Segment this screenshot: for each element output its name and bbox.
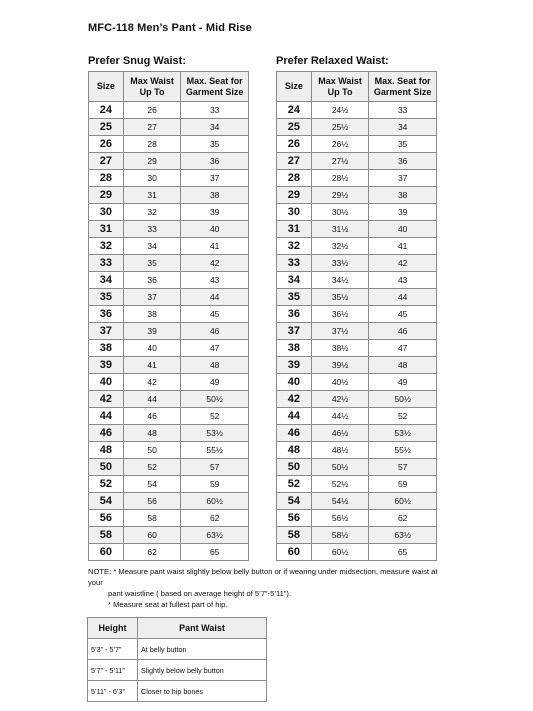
max-waist-cell: 30½ [311, 204, 369, 221]
max-seat-cell: 60½ [369, 493, 437, 510]
max-waist-cell: 34 [123, 238, 181, 255]
max-seat-cell: 44 [369, 289, 437, 306]
max-seat-cell: 55½ [369, 442, 437, 459]
max-waist-cell: 33½ [311, 255, 369, 272]
size-cell: 52 [277, 476, 312, 493]
max-waist-cell: 30 [123, 170, 181, 187]
size-cell: 38 [277, 340, 312, 357]
max-waist-cell: 37 [123, 289, 181, 306]
max-waist-cell: 25½ [311, 119, 369, 136]
table-row [277, 289, 437, 306]
max-seat-cell: 53½ [181, 425, 249, 442]
size-cell: 35 [277, 289, 312, 306]
table-row [89, 255, 249, 272]
max-waist-cell: 62 [123, 544, 181, 561]
max-waist-cell: 29½ [311, 187, 369, 204]
max-waist-cell: 46½ [311, 425, 369, 442]
table-row [89, 527, 249, 544]
size-cell: 48 [89, 442, 124, 459]
table-row [277, 102, 437, 119]
max-seat-cell: 41 [369, 238, 437, 255]
max-waist-cell: 39½ [311, 357, 369, 374]
max-seat-cell: 46 [369, 323, 437, 340]
max-waist-cell: 26½ [311, 136, 369, 153]
max-waist-cell: 50 [123, 442, 181, 459]
table-row [277, 204, 437, 221]
max-waist-cell: 38 [123, 306, 181, 323]
max-seat-cell: 49 [181, 374, 249, 391]
table-row [277, 238, 437, 255]
table-row [89, 221, 249, 238]
size-cell: 50 [277, 459, 312, 476]
size-cell: 27 [277, 153, 312, 170]
max-seat-cell: 65 [369, 544, 437, 561]
size-cell: 28 [277, 170, 312, 187]
max-seat-cell: 35 [181, 136, 249, 153]
max-seat-cell: 50½ [181, 391, 249, 408]
max-seat-cell: 33 [369, 102, 437, 119]
size-cell: 40 [277, 374, 312, 391]
size-cell: 48 [277, 442, 312, 459]
table-row [89, 425, 249, 442]
table-row [277, 272, 437, 289]
table-row [277, 255, 437, 272]
height-cell: 5’7” - 5’11” [88, 660, 138, 681]
max-seat-cell: 57 [181, 459, 249, 476]
table-row [277, 476, 437, 493]
max-seat-cell: 40 [181, 221, 249, 238]
table-row [277, 119, 437, 136]
table-row [89, 153, 249, 170]
max-waist-cell: 58 [123, 510, 181, 527]
size-cell: 44 [89, 408, 124, 425]
size-cell: 35 [89, 289, 124, 306]
max-waist-cell: 54½ [311, 493, 369, 510]
size-cell: 33 [277, 255, 312, 272]
size-cell: 42 [277, 391, 312, 408]
max-seat-cell: 47 [181, 340, 249, 357]
max-seat-cell: 39 [181, 204, 249, 221]
max-waist-cell: 31 [123, 187, 181, 204]
max-seat-cell: 44 [181, 289, 249, 306]
max-waist-cell: 24½ [311, 102, 369, 119]
measurement-note [88, 566, 438, 610]
max-waist-cell: 35 [123, 255, 181, 272]
size-cell: 56 [277, 510, 312, 527]
size-cell: 36 [277, 306, 312, 323]
pant-waist-cell: Closer to hip bones [138, 681, 267, 702]
table-row [89, 408, 249, 425]
table-row [88, 681, 267, 702]
size-cell: 30 [89, 204, 124, 221]
max-seat-cell: 63½ [369, 527, 437, 544]
table-row [277, 153, 437, 170]
max-waist-cell: 35½ [311, 289, 369, 306]
table-row [277, 442, 437, 459]
size-cell: 37 [277, 323, 312, 340]
max-seat-cell: 62 [181, 510, 249, 527]
table-header-row [277, 72, 437, 102]
max-seat-cell: 45 [181, 306, 249, 323]
table-row [277, 306, 437, 323]
table-row [277, 493, 437, 510]
max-waist-cell: 54 [123, 476, 181, 493]
size-cell: 31 [89, 221, 124, 238]
size-cell: 24 [277, 102, 312, 119]
max-seat-cell: 59 [181, 476, 249, 493]
max-waist-cell: 52½ [311, 476, 369, 493]
table-row [277, 340, 437, 357]
table-row [88, 660, 267, 681]
size-cell: 25 [89, 119, 124, 136]
table-row [88, 639, 267, 660]
max-waist-cell: 41 [123, 357, 181, 374]
max-waist-cell: 60 [123, 527, 181, 544]
size-cell: 29 [89, 187, 124, 204]
size-cell: 52 [89, 476, 124, 493]
max-seat-cell: 34 [369, 119, 437, 136]
table-header-row [88, 618, 267, 639]
table-row [89, 374, 249, 391]
max-seat-cell: 57 [369, 459, 437, 476]
max-waist-cell: 27½ [311, 153, 369, 170]
size-cell: 28 [89, 170, 124, 187]
header-max-waist: Max Waist Up To [311, 72, 369, 102]
size-cell: 42 [89, 391, 124, 408]
max-waist-cell: 28½ [311, 170, 369, 187]
height-waist-table [87, 617, 267, 702]
table-row [89, 510, 249, 527]
size-cell: 46 [89, 425, 124, 442]
table-row [89, 289, 249, 306]
pant-waist-cell: At belly button [138, 639, 267, 660]
table-row [277, 323, 437, 340]
max-waist-cell: 42 [123, 374, 181, 391]
max-seat-cell: 59 [369, 476, 437, 493]
max-waist-cell: 38½ [311, 340, 369, 357]
max-seat-cell: 37 [369, 170, 437, 187]
size-cell: 34 [277, 272, 312, 289]
table-row [89, 391, 249, 408]
table-row [89, 340, 249, 357]
size-cell: 25 [277, 119, 312, 136]
table-row [89, 119, 249, 136]
size-cell: 29 [277, 187, 312, 204]
max-seat-cell: 43 [181, 272, 249, 289]
table-row [277, 357, 437, 374]
table-header-row [89, 72, 249, 102]
max-waist-cell: 33 [123, 221, 181, 238]
table-row [277, 391, 437, 408]
header-height: Height [88, 618, 138, 639]
size-cell: 34 [89, 272, 124, 289]
table-row [89, 238, 249, 255]
max-seat-cell: 38 [181, 187, 249, 204]
size-cell: 24 [89, 102, 124, 119]
max-waist-cell: 29 [123, 153, 181, 170]
max-waist-cell: 50½ [311, 459, 369, 476]
max-waist-cell: 44 [123, 391, 181, 408]
size-cell: 30 [277, 204, 312, 221]
max-seat-cell: 45 [369, 306, 437, 323]
table-row [89, 136, 249, 153]
max-seat-cell: 49 [369, 374, 437, 391]
table-row [277, 527, 437, 544]
max-waist-cell: 52 [123, 459, 181, 476]
table-row [89, 442, 249, 459]
max-waist-cell: 56 [123, 493, 181, 510]
header-size: Size [89, 72, 124, 102]
max-waist-cell: 36½ [311, 306, 369, 323]
pant-waist-cell: Slightly below belly button [138, 660, 267, 681]
size-cell: 44 [277, 408, 312, 425]
max-waist-cell: 42½ [311, 391, 369, 408]
max-seat-cell: 60½ [181, 493, 249, 510]
size-cell: 60 [89, 544, 124, 561]
table-row [89, 102, 249, 119]
table-row [277, 187, 437, 204]
size-cell: 32 [89, 238, 124, 255]
max-waist-cell: 26 [123, 102, 181, 119]
header-max-seat: Max. Seat for Garment Size [369, 72, 437, 102]
header-max-waist: Max Waist Up To [123, 72, 181, 102]
table-row [89, 272, 249, 289]
max-seat-cell: 48 [181, 357, 249, 374]
height-cell: 5’11” - 6’3” [88, 681, 138, 702]
max-waist-cell: 40½ [311, 374, 369, 391]
max-waist-cell: 46 [123, 408, 181, 425]
size-cell: 38 [89, 340, 124, 357]
max-seat-cell: 35 [369, 136, 437, 153]
size-cell: 60 [277, 544, 312, 561]
table-row [89, 544, 249, 561]
header-pant-waist: Pant Waist [138, 618, 267, 639]
max-waist-cell: 40 [123, 340, 181, 357]
size-cell: 46 [277, 425, 312, 442]
size-cell: 32 [277, 238, 312, 255]
max-waist-cell: 58½ [311, 527, 369, 544]
max-seat-cell: 48 [369, 357, 437, 374]
table-row [277, 544, 437, 561]
size-cell: 36 [89, 306, 124, 323]
table-row [277, 221, 437, 238]
table-row [277, 510, 437, 527]
table-row [277, 459, 437, 476]
max-waist-cell: 27 [123, 119, 181, 136]
snug-heading: Prefer Snug Waist: [88, 55, 186, 67]
table-row [277, 425, 437, 442]
size-cell: 31 [277, 221, 312, 238]
max-waist-cell: 39 [123, 323, 181, 340]
size-cell: 27 [89, 153, 124, 170]
max-waist-cell: 37½ [311, 323, 369, 340]
height-cell: 5’3” - 5’7” [88, 639, 138, 660]
max-seat-cell: 46 [181, 323, 249, 340]
max-seat-cell: 62 [369, 510, 437, 527]
size-cell: 39 [277, 357, 312, 374]
max-seat-cell: 39 [369, 204, 437, 221]
size-cell: 33 [89, 255, 124, 272]
size-cell: 58 [277, 527, 312, 544]
max-waist-cell: 56½ [311, 510, 369, 527]
table-row [277, 170, 437, 187]
table-row [89, 459, 249, 476]
table-row [277, 136, 437, 153]
max-waist-cell: 44½ [311, 408, 369, 425]
snug-size-table [88, 71, 249, 561]
relaxed-heading: Prefer Relaxed Waist: [276, 55, 389, 67]
table-row [89, 323, 249, 340]
max-seat-cell: 38 [369, 187, 437, 204]
table-row [89, 357, 249, 374]
table-row [277, 374, 437, 391]
size-cell: 39 [89, 357, 124, 374]
note-line-2: pant waistline ( based on average height of 5’7”-5’11”). [108, 589, 292, 598]
relaxed-size-table [276, 71, 437, 561]
size-cell: 56 [89, 510, 124, 527]
max-waist-cell: 48½ [311, 442, 369, 459]
max-seat-cell: 40 [369, 221, 437, 238]
max-seat-cell: 47 [369, 340, 437, 357]
max-seat-cell: 43 [369, 272, 437, 289]
max-seat-cell: 63½ [181, 527, 249, 544]
header-size: Size [277, 72, 312, 102]
max-waist-cell: 36 [123, 272, 181, 289]
max-waist-cell: 32 [123, 204, 181, 221]
max-seat-cell: 34 [181, 119, 249, 136]
max-waist-cell: 48 [123, 425, 181, 442]
size-cell: 40 [89, 374, 124, 391]
max-seat-cell: 37 [181, 170, 249, 187]
max-seat-cell: 42 [181, 255, 249, 272]
size-cell: 54 [89, 493, 124, 510]
max-seat-cell: 42 [369, 255, 437, 272]
max-seat-cell: 65 [181, 544, 249, 561]
max-seat-cell: 53½ [369, 425, 437, 442]
table-row [277, 408, 437, 425]
max-seat-cell: 33 [181, 102, 249, 119]
table-row [89, 493, 249, 510]
max-seat-cell: 36 [369, 153, 437, 170]
max-waist-cell: 28 [123, 136, 181, 153]
max-seat-cell: 55½ [181, 442, 249, 459]
header-max-seat: Max. Seat for Garment Size [181, 72, 249, 102]
size-cell: 26 [277, 136, 312, 153]
max-waist-cell: 32½ [311, 238, 369, 255]
size-cell: 26 [89, 136, 124, 153]
table-row [89, 306, 249, 323]
table-row [89, 187, 249, 204]
max-seat-cell: 41 [181, 238, 249, 255]
max-seat-cell: 50½ [369, 391, 437, 408]
table-row [89, 204, 249, 221]
size-cell: 50 [89, 459, 124, 476]
max-waist-cell: 31½ [311, 221, 369, 238]
max-waist-cell: 34½ [311, 272, 369, 289]
max-waist-cell: 60½ [311, 544, 369, 561]
size-cell: 58 [89, 527, 124, 544]
max-seat-cell: 52 [181, 408, 249, 425]
max-seat-cell: 36 [181, 153, 249, 170]
size-cell: 37 [89, 323, 124, 340]
table-row [89, 476, 249, 493]
max-seat-cell: 52 [369, 408, 437, 425]
table-row [89, 170, 249, 187]
note-line-3: * Measure seat at fullest part of hip. [108, 600, 228, 609]
page-title: MFC-118 Men’s Pant - Mid Rise [88, 22, 252, 34]
note-line-1: NOTE: * Measure pant waist slightly below belly button or if wearing under midsection, measure waist at your [88, 567, 438, 587]
size-cell: 54 [277, 493, 312, 510]
